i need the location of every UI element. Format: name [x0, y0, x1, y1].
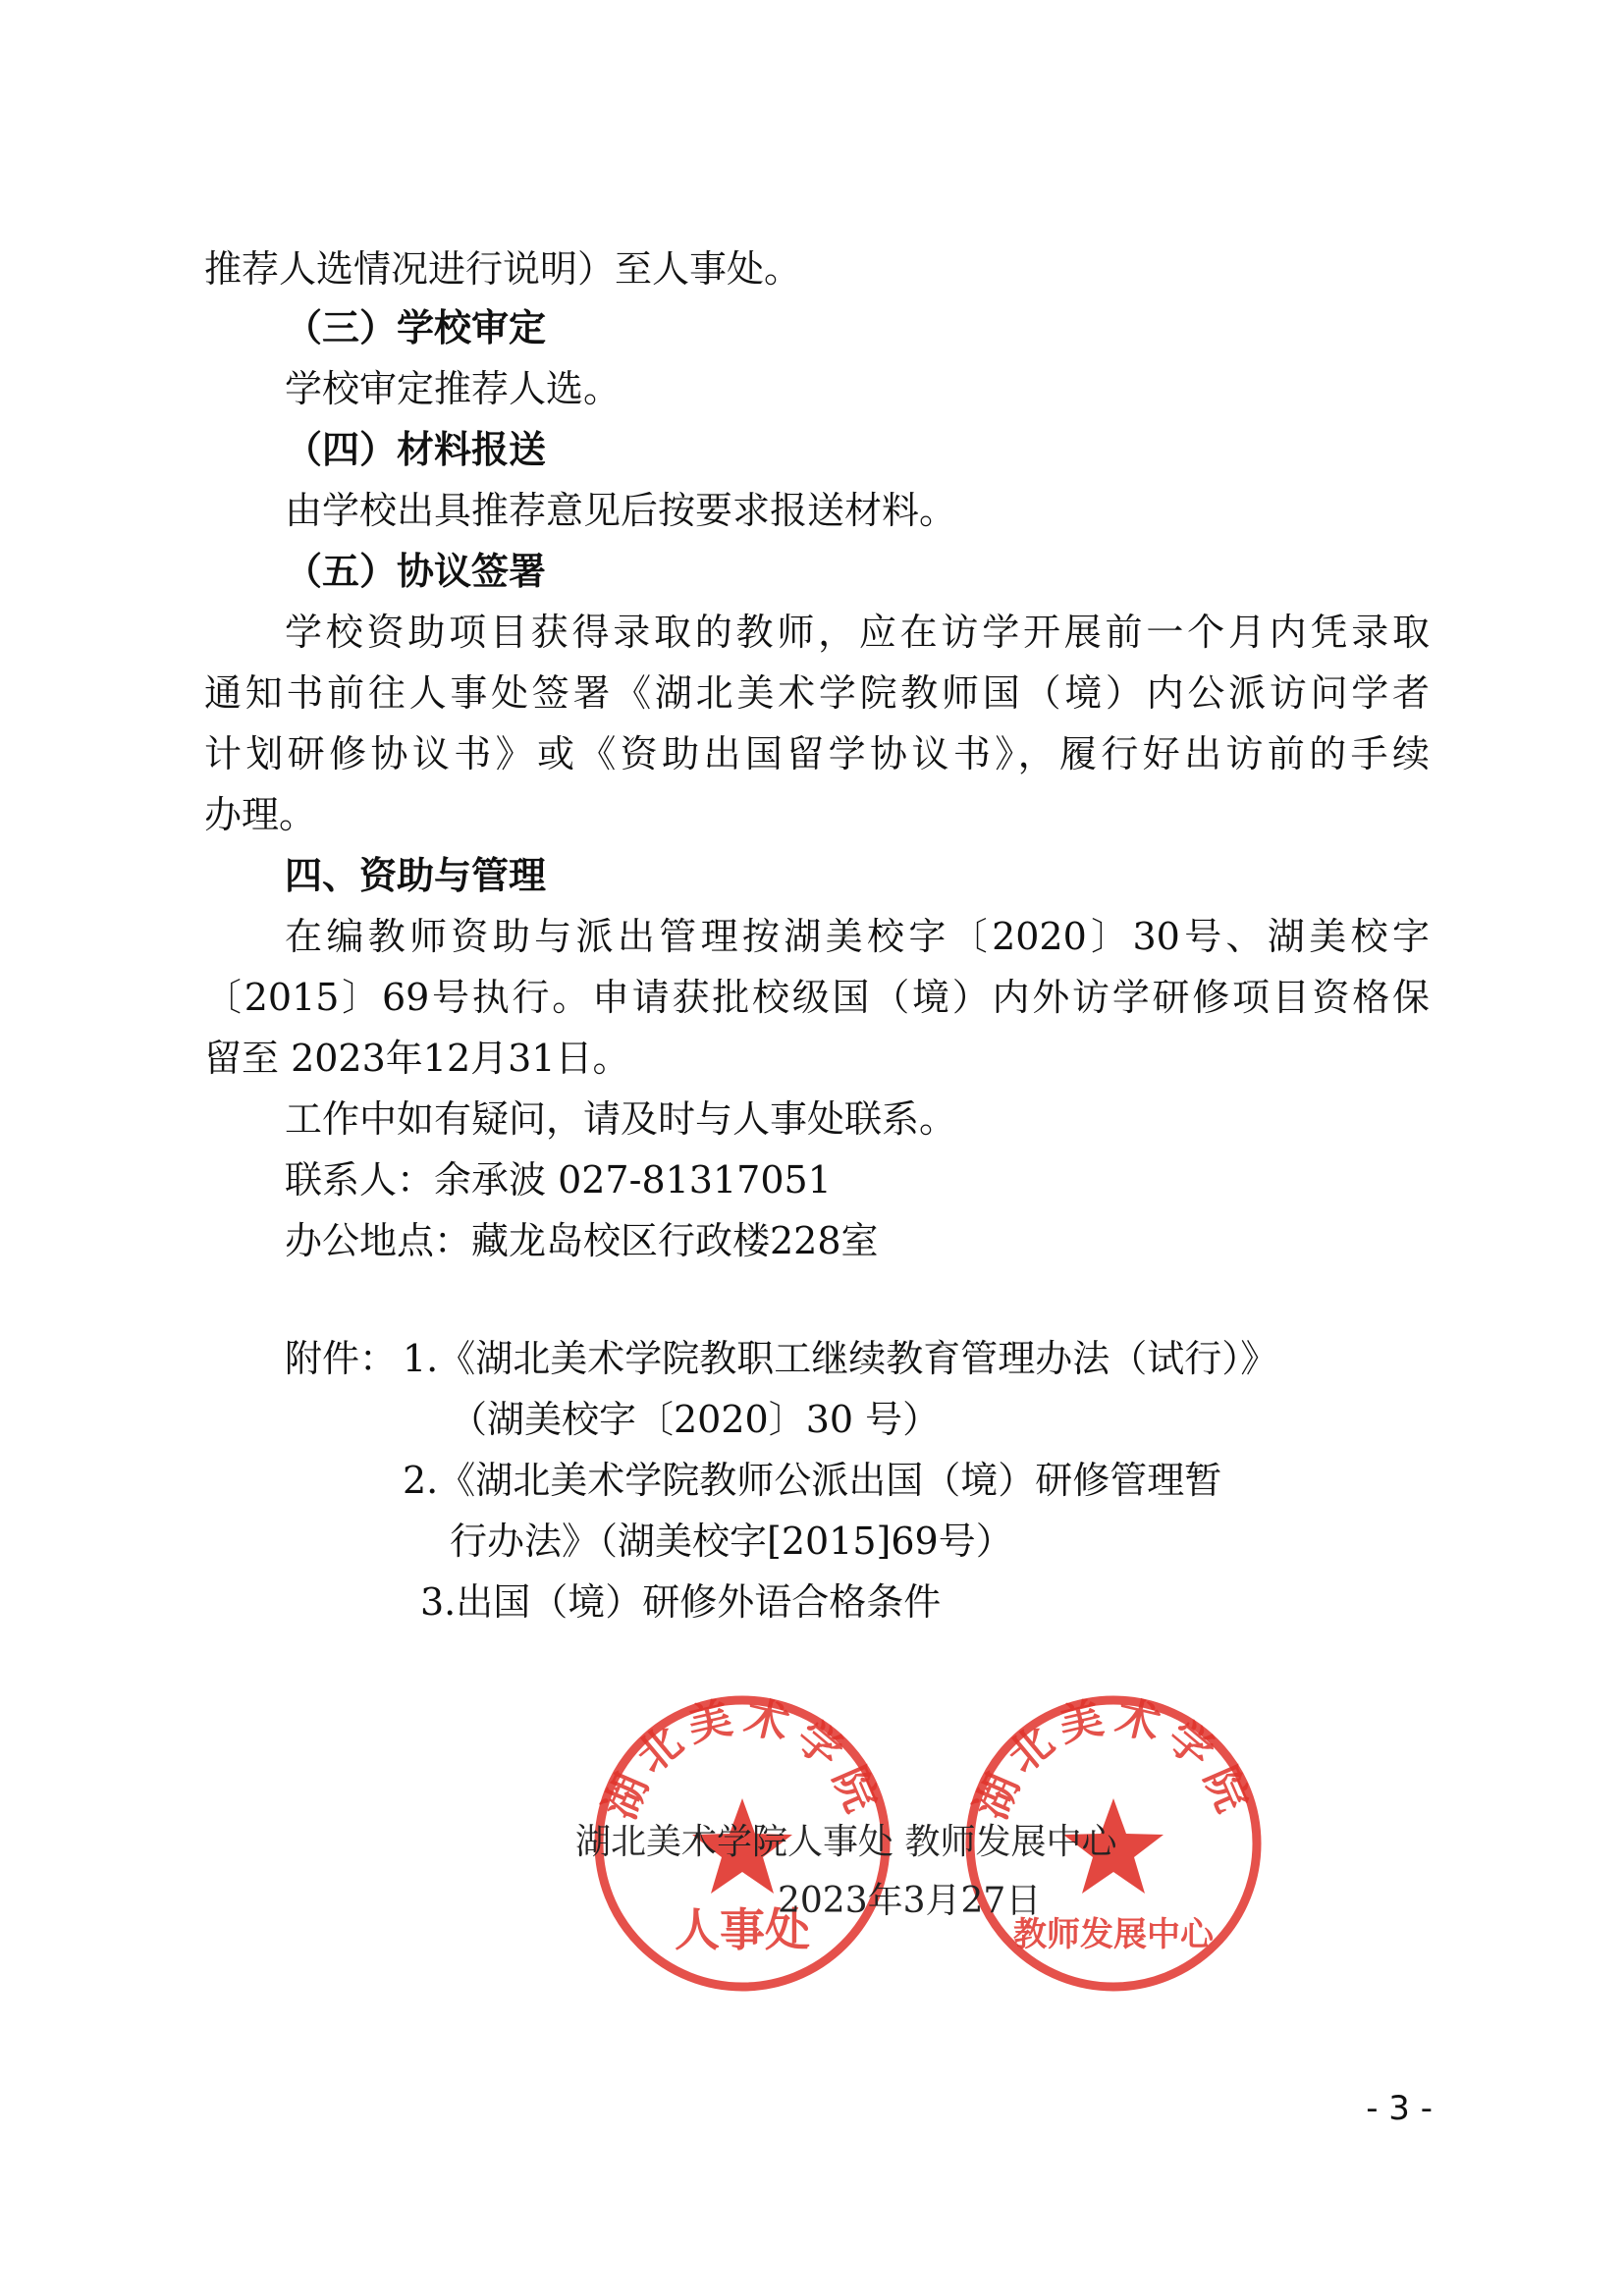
paragraph-school-review: 学校审定推荐人选。: [285, 367, 622, 410]
paragraph-funding-line-2: 〔2015〕69号执行。申请获批校级国（境）内外访学研修项目资格保: [204, 976, 1430, 1019]
heading-agreement-signing: （五）协议签署: [285, 550, 547, 593]
paragraph-agreement-line-3: 计划研修协议书》或《资助出国留学协议书》，履行好出访前的手续: [204, 732, 1430, 775]
paragraph-contact-person: 联系人：余承波 027-81317051: [285, 1158, 832, 1201]
paragraph-contact-note: 工作中如有疑问，请及时与人事处联系。: [285, 1097, 957, 1141]
page-number: - 3 -: [1366, 2089, 1433, 2128]
attachment-item-1: 1.《湖北美术学院教职工继续教育管理办法（试行）》: [403, 1337, 1278, 1380]
seal-left-bottom-text: 人事处: [675, 1903, 810, 1956]
paragraph-office-location: 办公地点：藏龙岛校区行政楼228室: [285, 1219, 879, 1262]
paragraph-funding-line-3: 留至 2023年12月31日。: [204, 1037, 630, 1080]
seal-left-arc-text: 湖北美术学院: [595, 1691, 890, 1827]
attachment-item-1-ref: （湖美校字〔2020〕30 号）: [450, 1398, 941, 1441]
attachment-item-2: 2.《湖北美术学院教师公派出国（境）研修管理暂: [403, 1459, 1222, 1502]
attachments-label: 附件：: [285, 1337, 398, 1380]
issuing-departments: 湖北美术学院人事处 教师发展中心: [575, 1822, 1117, 1862]
heading-material-submission: （四）材料报送: [285, 428, 547, 471]
heading-funding-management: 四、资助与管理: [285, 854, 547, 897]
paragraph-funding-line-1: 在编教师资助与派出管理按湖美校字〔2020〕30号、湖美校字: [285, 915, 1430, 958]
paragraph-material-submission: 由学校出具推荐意见后按要求报送材料。: [285, 489, 957, 532]
attachment-item-2-ref: 行办法》（湖美校字[2015]69号）: [450, 1520, 1013, 1563]
attachment-item-3: 3.出国（境）研修外语合格条件: [420, 1580, 942, 1624]
seal-right-bottom-text: 教师发展中心: [1013, 1915, 1214, 1954]
paragraph-agreement-line-4: 办理。: [204, 793, 317, 836]
heading-school-review: （三）学校审定: [285, 306, 547, 349]
paragraph-continuation: 推荐人选情况进行说明）至人事处。: [204, 247, 802, 291]
issue-date: 2023年3月27日: [778, 1881, 1042, 1921]
paragraph-agreement-line-1: 学校资助项目获得录取的教师，应在访学开展前一个月内凭录取: [285, 611, 1430, 654]
paragraph-agreement-line-2: 通知书前往人事处签署《湖北美术学院教师国（境）内公派访问学者: [204, 671, 1430, 715]
seal-right-arc-text: 湖北美术学院: [966, 1691, 1261, 1827]
